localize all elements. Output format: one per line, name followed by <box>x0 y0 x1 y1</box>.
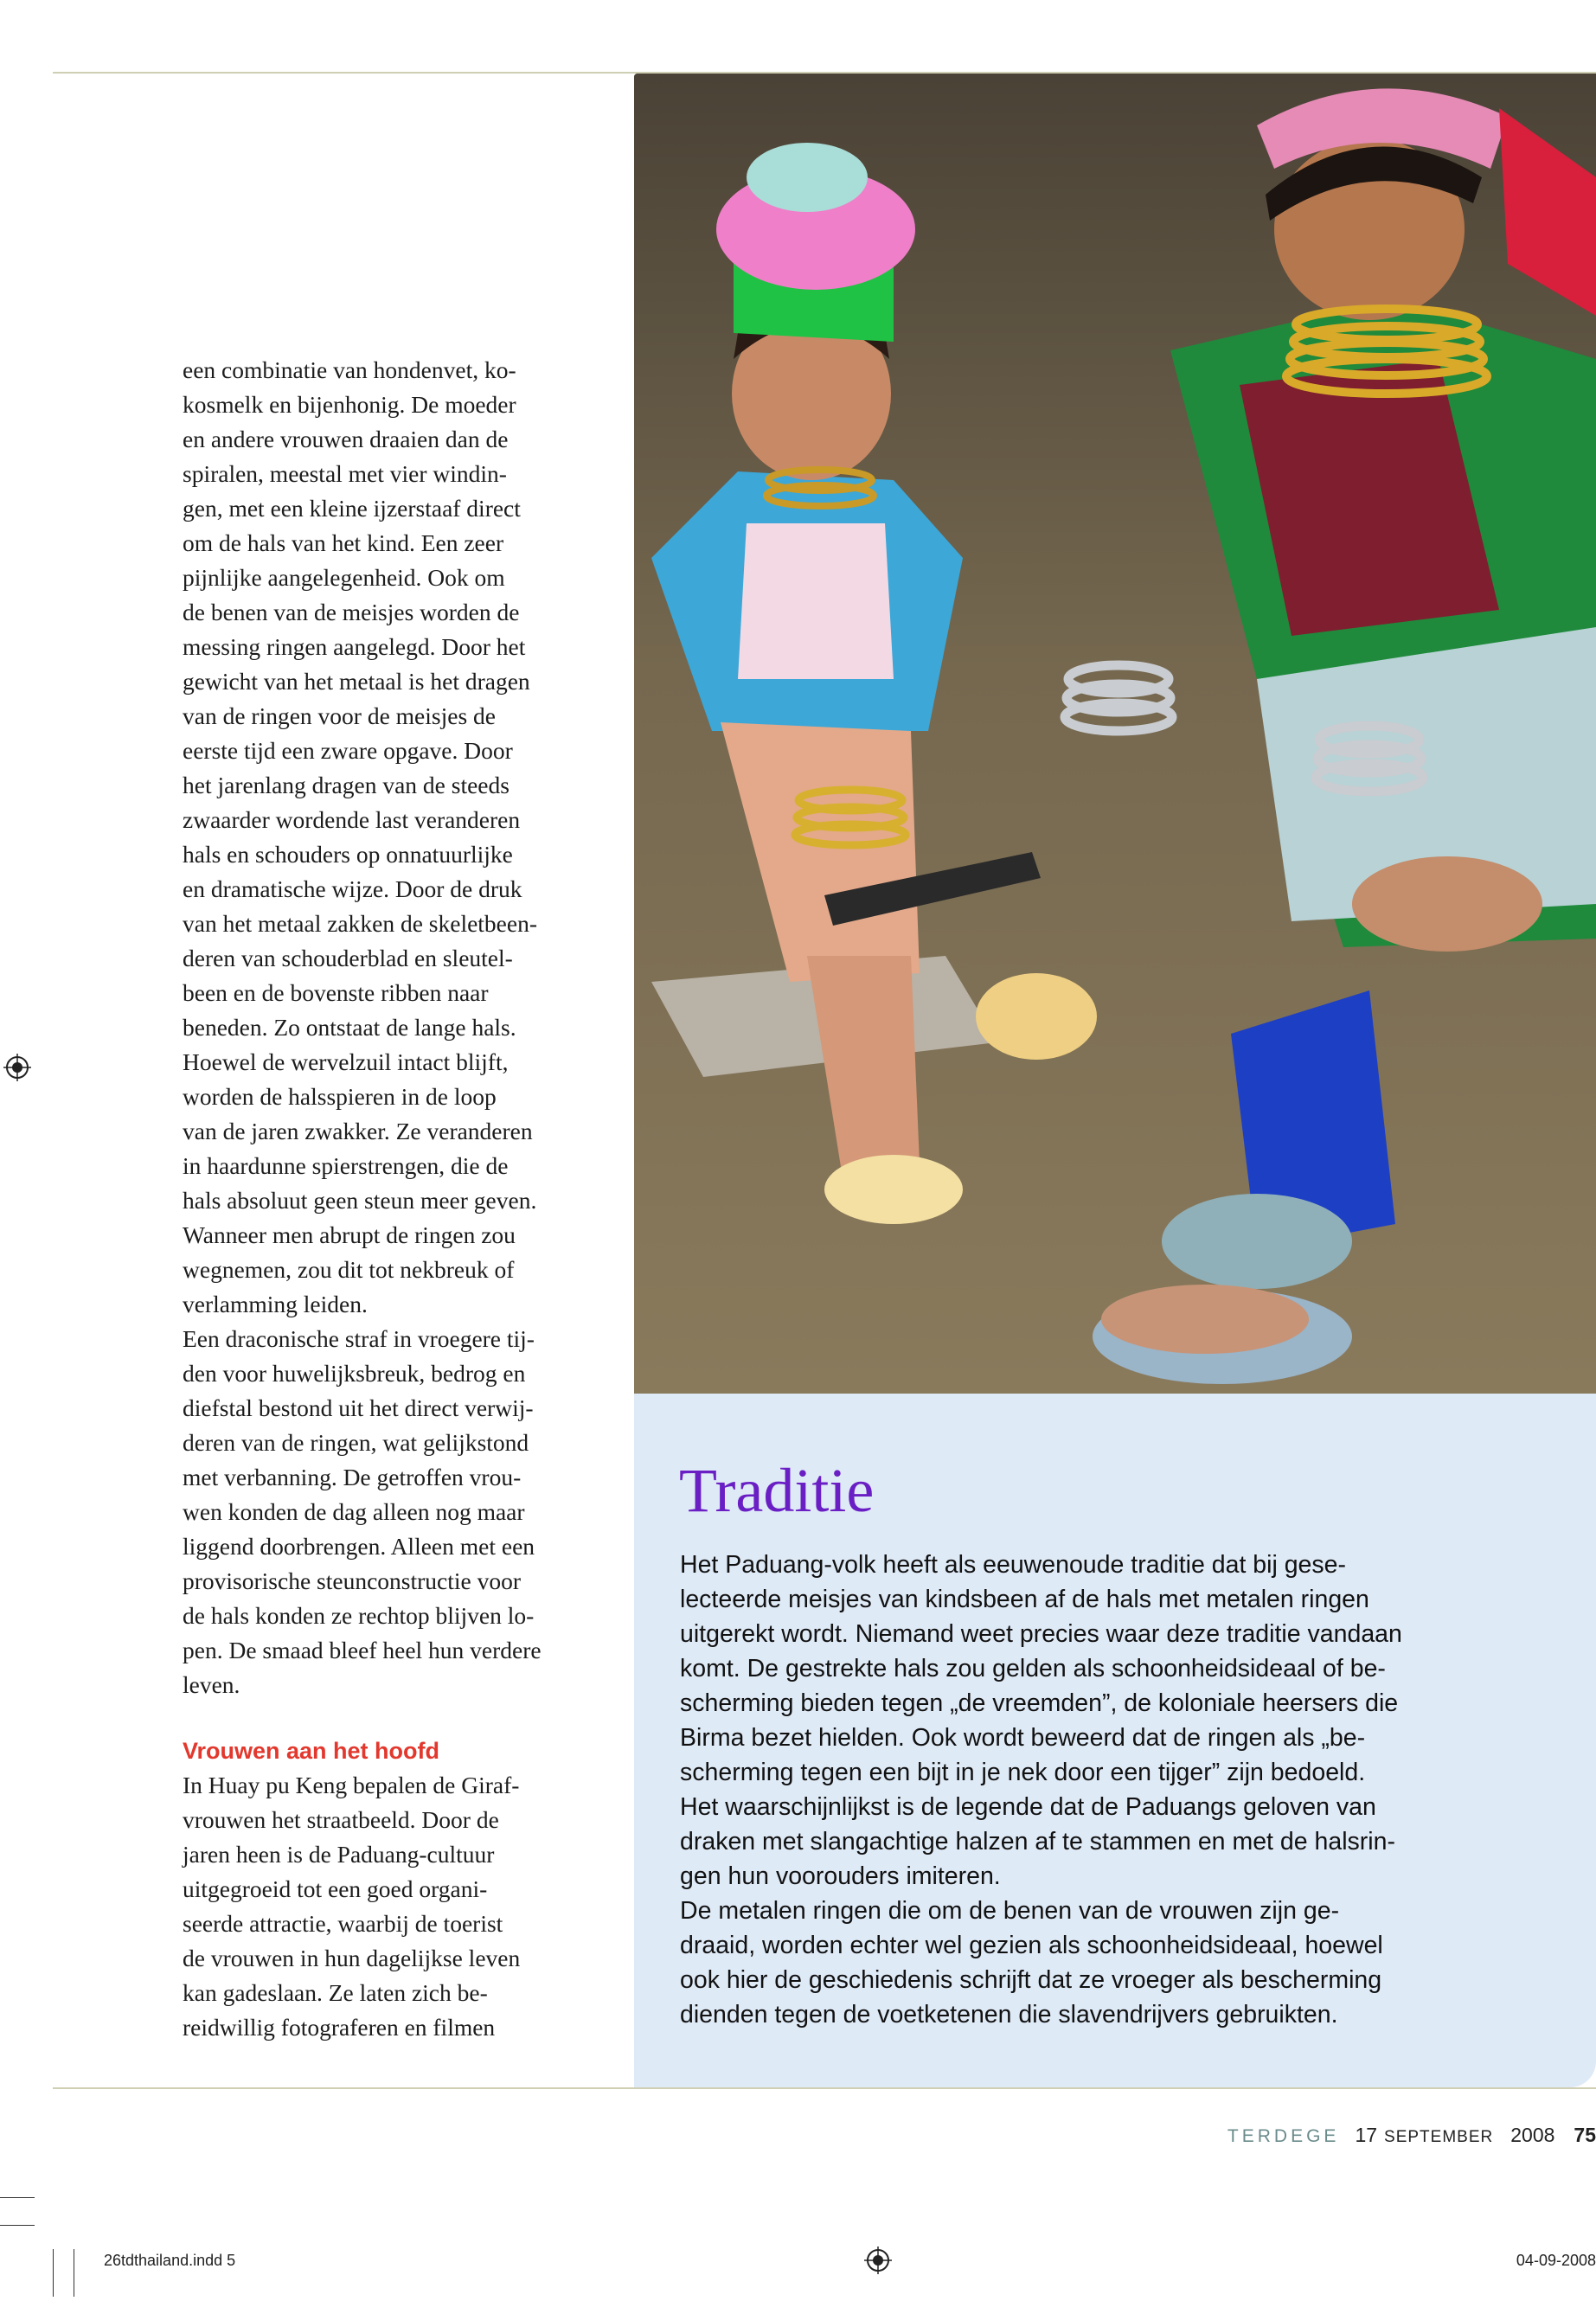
article-paragraph-1: een combinatie van hondenvet, ko- kosmelk en bijenhonig. De moeder en andere vrouwen draaien dan de spiralen, meestal met vier windin- gen, met een kleine ijzerstaaf direct om de hals van het kind. Een zeer pijnlijke aangelegenheid. Ook om de benen van de meisjes worden de messing ringen aangelegd. Door het gewicht van het metaal is het dragen van de ringen voor de meisjes de eerste tijd een zware opgave. Door het jarenlang dragen van de steeds zwaarder wordende last veranderen hals en schouders op onnatuurlijke en dramatische wijze. Door de druk van het metaal zakken de skeletbeen- deren van schouderblad en sleutel- been en de bovenste ribben naar beneden. Zo ontstaat de lange hals. Hoewel de wervelzuil intact blijft, worden de halsspieren in de loop van de jaren zwakker. Ze veranderen in haardunne spierstrengen, die de hals absoluut geen steun meer geven. Wanneer men abrupt de ringen zou wegnemen, zou dit tot nekbreuk of verlamming leiden. <box>183 356 538 1317</box>
crop-mark <box>0 2225 35 2226</box>
footer-month: SEPTEMBER <box>1384 2128 1494 2146</box>
photo-padaung-girls <box>634 74 1596 1394</box>
sidebar-traditie <box>634 1394 1596 2087</box>
bottom-rule <box>53 2087 1596 2089</box>
article-paragraph-3: In Huay pu Keng bepalen de Giraf- vrouwen het straatbeeld. Door de jaren heen is de Paduang-cultuur uitgegroeid tot een goed organi- seerde attractie, waarbij de toerist de vrouwen in hun dagelijkse leven kan gadeslaan. Ze laten zich be- reidwillig fotograferen en filmen <box>183 1772 521 2041</box>
footer-year: 2008 <box>1510 2124 1555 2146</box>
crop-mark <box>0 2197 35 2198</box>
footer-day: 17 <box>1355 2124 1378 2146</box>
article-paragraph-2: Een draconische straf in vroegere tij- den voor huwelijksbreuk, bedrog en diefstal bestond uit het direct verwij- deren van de ringen, wat gelijkstond met verbanning. De getroffen vrou- wen konden de dag alleen nog maar liggend doorbrengen. Alleen met een provisorische steunconstructie voor de hals konden ze rechtop blijven lo- pen. De smaad bleef heel hun verdere leven. <box>183 1325 542 1698</box>
sidebar-title: Traditie <box>679 1456 875 1525</box>
section-subheading: Vrouwen aan het hoofd <box>183 1738 440 1764</box>
registration-mark-icon <box>864 2247 892 2274</box>
slug-filename: 26tdthailand.indd 5 <box>104 2252 236 2269</box>
sidebar-body: Het Paduang-volk heeft als eeuwenoude traditie dat bij gese- lecteerde meisjes van kindsbeen af de hals met metalen ringen uitgerekt wordt. Niemand weet precies waar deze traditie vandaan komt. De gestrekte hals zou gelden als schoonheidsideaal of be- scherming bieden tegen „de vreemden”, de koloniale heersers die Birma bezet hielden. Ook wordt beweerd dat de ringen als „be- scherming tegen een bijt in je nek door een tijger” zijn bedoeld. Het waarschijnlijkst is de legende dat de Paduangs geloven van draken met slangachtige halzen af te stammen en met de halsrin- gen hun voorouders imiteren. De metalen ringen die om de benen van de vrouwen zijn ge- draaid, worden echter wel gezien als schoonheidsideaal, hoewel ook hier de geschiedenis schrijft dat ze vroeger als bescherming dienden tegen de voetketenen die slavendrijvers gebruikten. <box>680 1551 1402 2029</box>
page-footer <box>1227 2118 1596 2152</box>
slug-date: 04-09-2008 <box>1516 2252 1596 2269</box>
crop-mark <box>53 2249 54 2297</box>
photo-illustration <box>634 74 1596 1394</box>
footer-page-number: 75 <box>1574 2124 1596 2146</box>
article-left-column <box>183 353 615 2045</box>
registration-mark-icon <box>3 1054 31 1081</box>
footer-magazine-name: TERDEGE <box>1227 2126 1340 2146</box>
